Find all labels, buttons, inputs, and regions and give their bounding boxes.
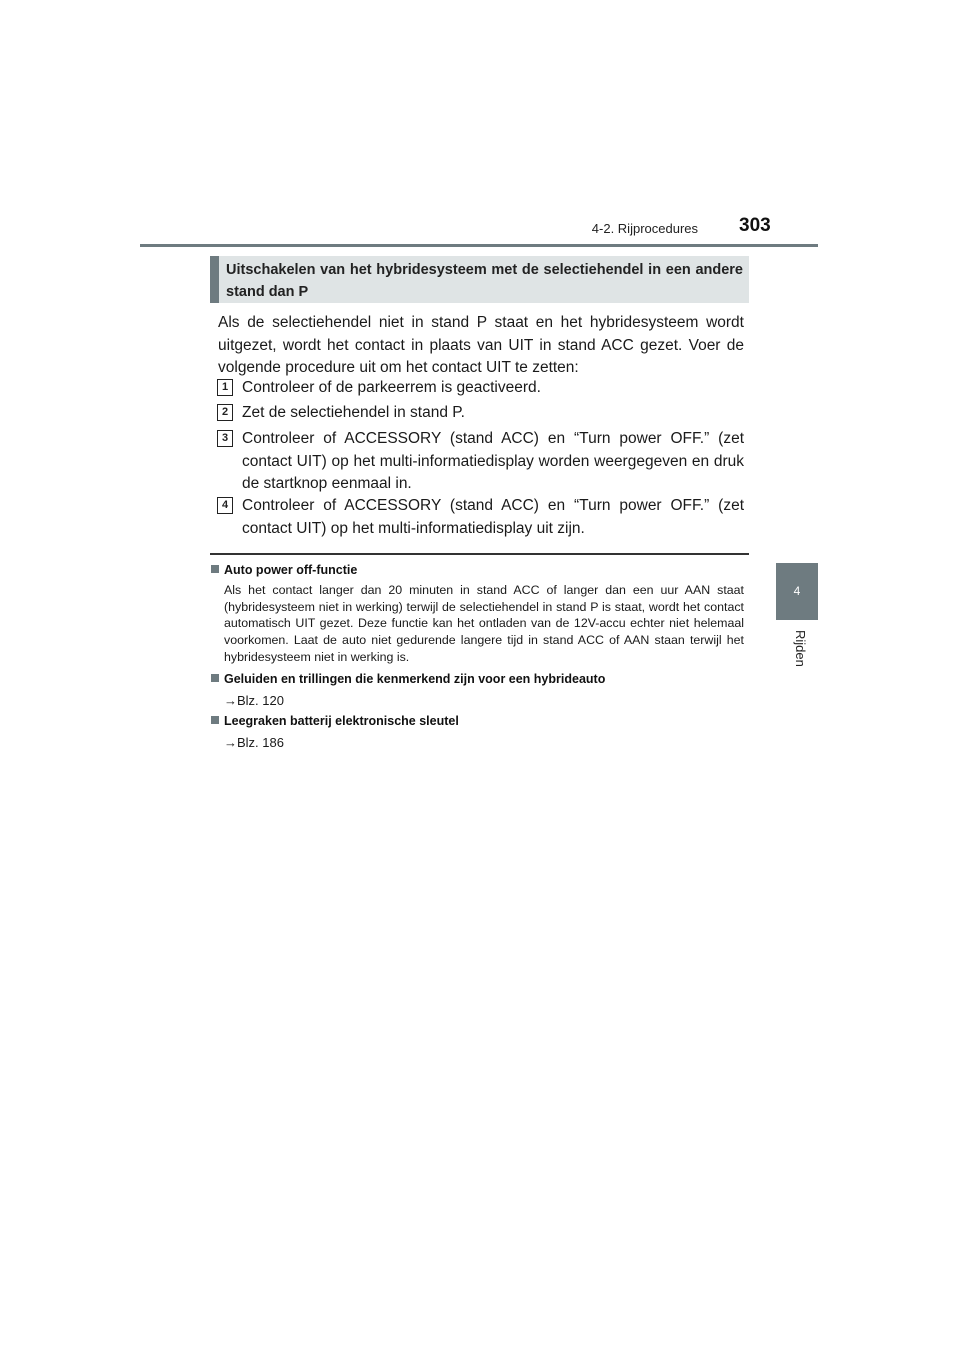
square-bullet-icon bbox=[211, 674, 219, 682]
section-heading: Uitschakelen van het hybridesysteem met de selectiehendel in een andere stand dan P bbox=[210, 256, 749, 303]
note-title-sounds-vibrations bbox=[211, 672, 605, 686]
note-title-text: Leegraken batterij elektronische sleutel bbox=[224, 714, 459, 728]
chapter-number: 4 bbox=[793, 584, 801, 598]
step-4-text: Controleer of ACCESSORY (stand ACC) en “Turn power OFF.” (zet contact UIT) op het multi-informatiedisplay uit zijn. bbox=[242, 497, 744, 537]
note-title-text: Auto power off-functie bbox=[224, 563, 358, 577]
section-divider bbox=[210, 553, 749, 555]
step-4-number: 4 bbox=[217, 497, 233, 514]
header-rule bbox=[140, 244, 818, 247]
step-2-text: Zet de selectiehendel in stand P. bbox=[242, 404, 465, 421]
intro-paragraph: Als de selectiehendel niet in stand P staat en het hybridesysteem wordt uitgezet, wordt het contact in plaats van UIT in stand ACC gezet. Voer de volgende procedure uit om het contact UIT te zetten: bbox=[218, 314, 744, 376]
step-3-text: Controleer of ACCESSORY (stand ACC) en “Turn power OFF.” (zet contact UIT) op het multi-informatiedisplay worden weergegeven en druk de startknop eenmaal in. bbox=[242, 430, 744, 492]
note-title-auto-power-off bbox=[211, 563, 357, 577]
step-2-number: 2 bbox=[217, 404, 233, 421]
step-1-text: Controleer of de parkeerrem is geactiveerd. bbox=[242, 379, 541, 396]
header-section-title: 4-2. Rijprocedures bbox=[591, 221, 698, 236]
step-1-number: 1 bbox=[217, 379, 233, 396]
chapter-tab[interactable] bbox=[776, 563, 818, 620]
page-reference-link[interactable]: →Blz. 120 bbox=[224, 693, 284, 708]
step-3-number: 3 bbox=[217, 430, 233, 447]
note-body-auto-power-off: Als het contact langer dan 20 minuten in stand ACC of langer dan een uur AAN staat (hybridesysteem niet in werking) terwijl de selectiehendel in stand P is staat, wordt het contact automatisch UIT gezet. Deze functie kan het ontladen van de 12V-accu echter niet helemaal voorkomen. Laat de auto niet gedurende langere tijd in stand ACC of AAN staan terwijl het hybridesysteem niet in werking is. bbox=[224, 583, 744, 664]
page-reference-link[interactable]: →Blz. 186 bbox=[224, 735, 284, 750]
square-bullet-icon bbox=[211, 716, 219, 724]
note-title-key-battery bbox=[211, 714, 459, 728]
square-bullet-icon bbox=[211, 565, 219, 573]
chapter-label: Rijden bbox=[793, 630, 808, 667]
note-title-text: Geluiden en trillingen die kenmerkend zijn voor een hybrideauto bbox=[224, 672, 606, 686]
page-number: 303 bbox=[739, 215, 771, 236]
